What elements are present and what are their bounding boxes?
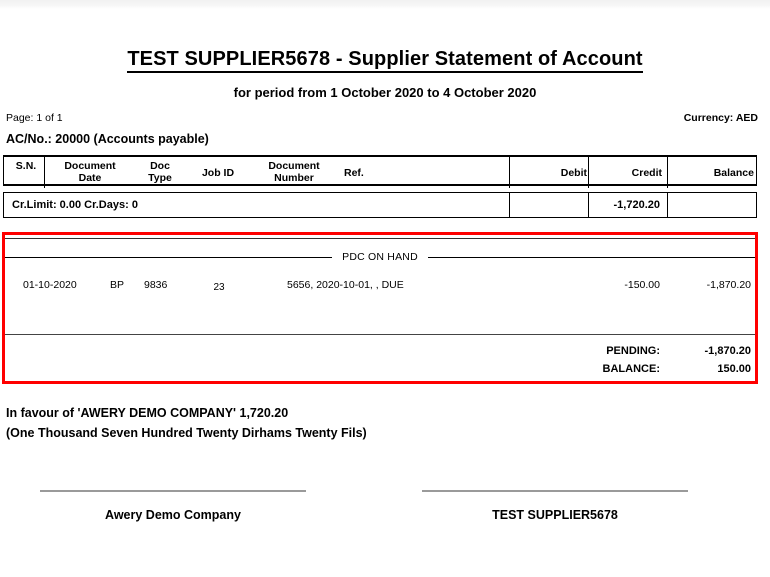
cell-credit: -150.00 bbox=[624, 279, 660, 291]
pdc-rule-top bbox=[5, 238, 755, 239]
credit-limit-divider-credit bbox=[588, 193, 589, 217]
in-favour-block bbox=[6, 403, 367, 443]
column-header-sn: S.N. bbox=[15, 160, 37, 172]
column-header-balance: Balance bbox=[713, 167, 754, 179]
signature-block-left bbox=[40, 490, 306, 522]
signature-block-right bbox=[422, 490, 688, 522]
page-number-label: Page: 1 of 1 bbox=[6, 112, 63, 124]
column-header-doc-type-line2: Type bbox=[148, 172, 172, 184]
column-header-document-number-line2: Number bbox=[274, 172, 314, 184]
column-header-doc-type-line1: Doc bbox=[150, 160, 170, 172]
column-header-credit: Credit bbox=[631, 167, 662, 179]
header-divider-sn bbox=[44, 157, 45, 188]
table-header-row bbox=[3, 155, 757, 186]
column-header-document-date bbox=[50, 160, 130, 184]
pdc-rule-right bbox=[428, 257, 755, 258]
column-header-document-date-line2: Date bbox=[78, 172, 102, 184]
credit-limit-text: Cr.Limit: 0.00 Cr.Days: 0 bbox=[12, 199, 138, 211]
cell-job-id: 23 bbox=[213, 282, 225, 293]
column-header-job-id: Job ID bbox=[201, 167, 235, 179]
pdc-highlight-box bbox=[2, 232, 758, 384]
table-row bbox=[5, 276, 755, 298]
pdc-on-hand-band bbox=[5, 249, 755, 265]
totals-value-balance: 150.00 bbox=[717, 363, 751, 375]
cell-balance: -1,870.20 bbox=[706, 279, 751, 291]
cell-document-number: 9836 bbox=[144, 279, 168, 291]
signature-line-right bbox=[422, 490, 688, 492]
pdc-rule-totals-separator bbox=[5, 334, 755, 335]
signature-line-left bbox=[40, 490, 306, 492]
in-favour-line-1: In favour of 'AWERY DEMO COMPANY' 1,720.20 bbox=[6, 406, 289, 420]
credit-limit-credit-value: -1,720.20 bbox=[613, 199, 660, 211]
totals-label-pending: PENDING: bbox=[606, 345, 660, 357]
credit-limit-row bbox=[3, 192, 757, 218]
currency-label: Currency: AED bbox=[683, 112, 758, 124]
pdc-on-hand-label: PDC ON HAND bbox=[342, 251, 418, 263]
column-header-document-number bbox=[252, 160, 336, 184]
signature-name-right: TEST SUPPLIER5678 bbox=[492, 508, 618, 522]
page-title-text: TEST SUPPLIER5678 - Supplier Statement of Account bbox=[127, 48, 642, 73]
in-favour-line-2: (One Thousand Seven Hundred Twenty Dirhams Twenty Fils) bbox=[6, 426, 367, 440]
signature-name-left: Awery Demo Company bbox=[105, 508, 241, 522]
column-header-ref: Ref. bbox=[344, 167, 364, 179]
account-number-label: AC/No.: 20000 (Accounts payable) bbox=[6, 132, 209, 146]
cell-ref: 5656, 2020-10-01, , DUE bbox=[287, 279, 404, 291]
column-header-doc-type bbox=[134, 160, 186, 184]
credit-limit-divider-balance bbox=[667, 193, 668, 217]
cell-doc-type: BP bbox=[110, 279, 125, 291]
pdc-rule-left bbox=[5, 257, 332, 258]
page-subtitle: for period from 1 October 2020 to 4 October 2020 bbox=[233, 85, 537, 100]
cell-document-date: 01-10-2020 bbox=[23, 279, 77, 291]
column-header-document-number-line1: Document bbox=[268, 160, 320, 172]
top-gradient-band bbox=[0, 0, 770, 9]
column-header-debit: Debit bbox=[560, 167, 587, 179]
column-header-document-date-line1: Document bbox=[64, 160, 116, 172]
totals-label-balance: BALANCE: bbox=[602, 363, 660, 375]
totals-value-pending: -1,870.20 bbox=[704, 345, 751, 357]
page-title bbox=[0, 48, 770, 71]
credit-limit-divider-debit bbox=[509, 193, 510, 217]
